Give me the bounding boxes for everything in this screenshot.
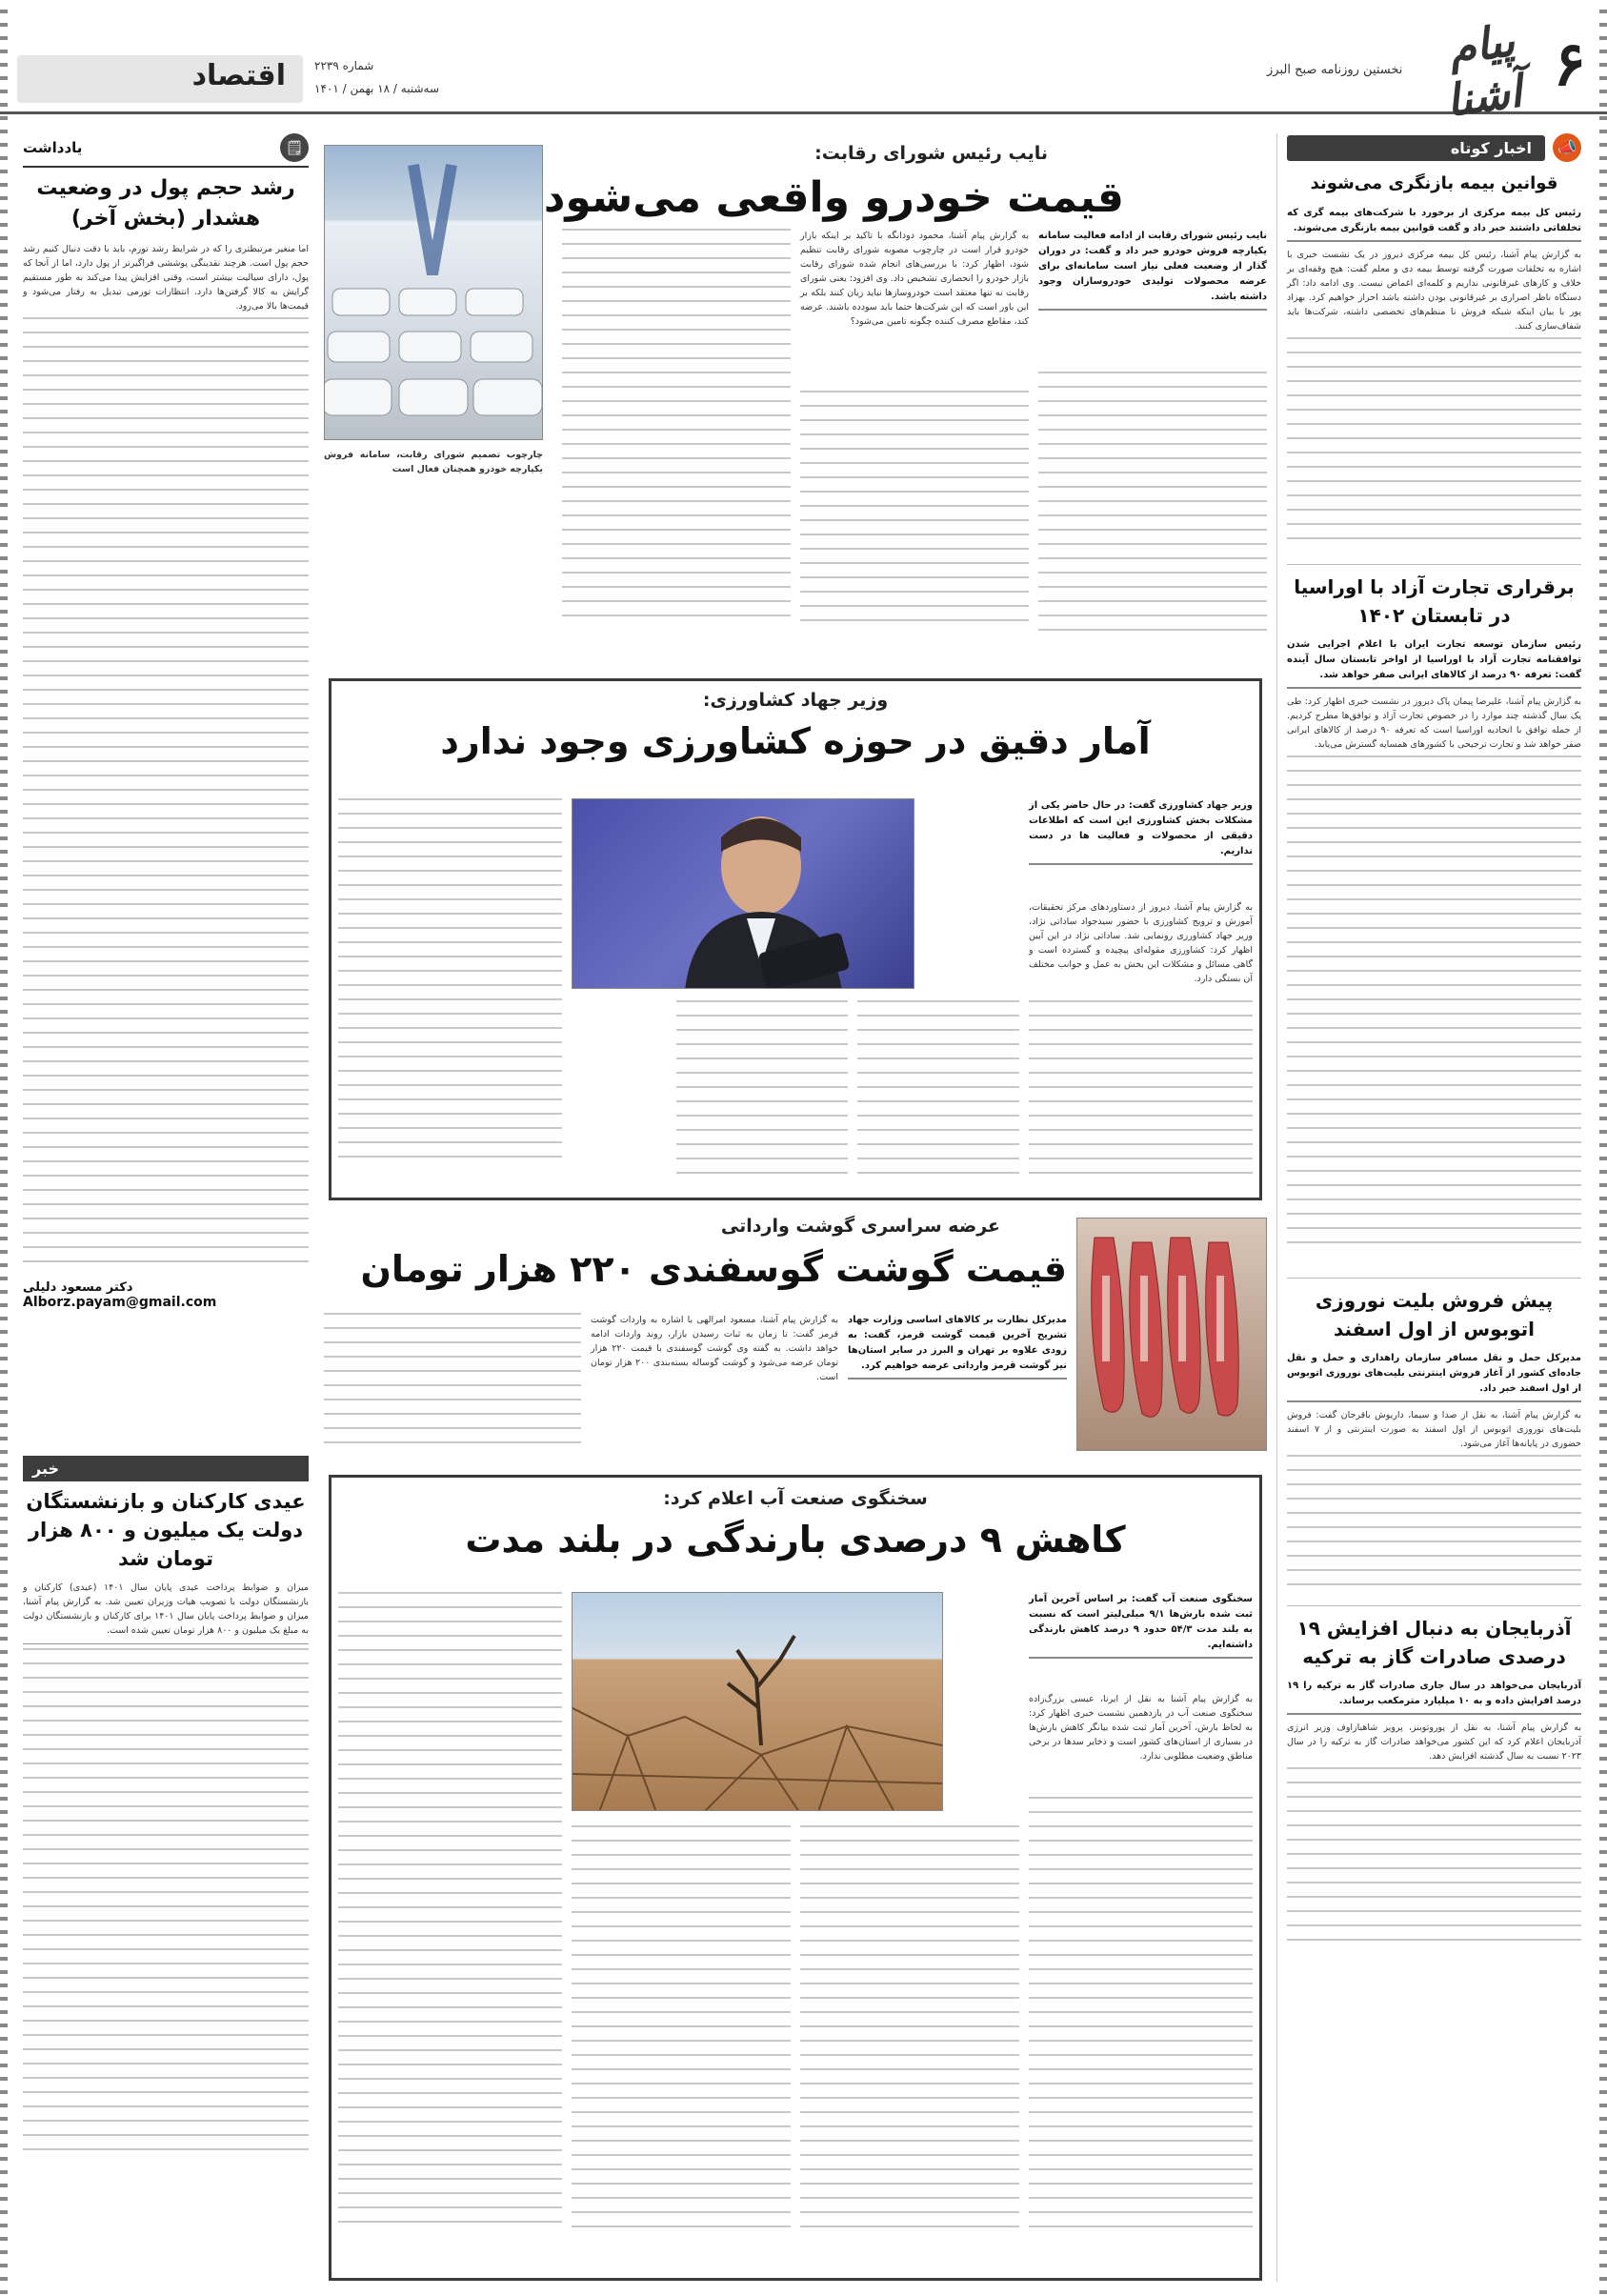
editorial-author: دکتر مسعود دلیلی [23, 1280, 133, 1295]
news-title: عیدی کارکنان و بازنشستگان دولت یک میلیون و ۸۰۰ هزار تومان شد [26, 1490, 306, 1570]
story-title: پیش فروش بلیت نوروزی اتوبوس از اول اسفند [1315, 1289, 1554, 1340]
meat-body: به گزارش پیام آشنا، مسعود امرالهی با اشاره به واردات گوشت قرمز گفت: تا زمان به ثبات رسیدن بازار، روند واردات ادامه خواهد داشت. به گفته وی گوشت گوسفندی با قیمت ۲۲۰ هزار تومان عرضه می‌شود و گوشت گوساله بسته‌بندی ۲۰۰ هزار تومان است. [591, 1315, 839, 1382]
news-header [23, 1456, 309, 1481]
editorial-header [23, 133, 309, 168]
car-text-col2 [800, 391, 1029, 657]
water-text-col3 [572, 1825, 791, 2268]
car-text-col1 [1038, 372, 1267, 657]
drought-drawing [572, 1593, 942, 1811]
editorial-column [17, 133, 314, 1448]
meat-drawing [1076, 1218, 1266, 1451]
car-story-body: به گزارش پیام آشنا، محمود دودانگه با تاکید بر اینکه بازار خودرو قرار است در چارچوب مصوبه شورای رقابت تنظیم شود، اظهار کرد: با بررسی‌های انجام شده شورای رقابت بازار خودرو را انحصاری تشخیص داد. وی افزود: یعنی شورای رقابت نه تنها معتقد است خودروسازها نباید زیان کنند بلکه بر این باور است که این شرکت‌ها حتما باید سودده باشند. عرضه کند، مقاطع مصرف کننده چگونه تامین می‌شود؟ [800, 231, 1029, 327]
car-story-kicker: نایب رئیس شورای رقابت: [814, 143, 1048, 164]
story-continuation [1287, 1455, 1581, 1598]
story-bus-tickets [1287, 1286, 1581, 1598]
meat-kicker: عرضه سراسری گوشت وارداتی [720, 1216, 1000, 1237]
tagline: نخستین روزنامه صبح البرز [1267, 63, 1403, 77]
meat-story [324, 1208, 1267, 1465]
notepad-icon: 🗒 [280, 133, 309, 162]
story-title: برقراری تجارت آزاد با اوراسیا در تابستان ۱۴۰۲ [1294, 575, 1575, 627]
water-text-col4 [338, 1592, 562, 2268]
issue-date: سه‌شنبه / ۱۸ بهمن / ۱۴۰۱ [314, 82, 439, 95]
story-continuation [1287, 337, 1581, 556]
car-lot-photo [324, 145, 543, 440]
agriculture-story [338, 686, 1253, 1196]
agriculture-kicker: وزیر جهاد کشاورزی: [702, 690, 889, 711]
meat-title: قیمت گوشت گوسفندی ۲۲۰ هزار تومان [360, 1248, 1067, 1290]
news-column [17, 1456, 314, 2283]
car-photo-caption: چارچوب تصمیم شورای رقابت، سامانه فروش یکپارچه خودرو همچنان فعال است [324, 450, 543, 474]
car-story-title: قیمت خودرو واقعی می‌شود [543, 173, 1124, 222]
story-azerbaijan-gas [1287, 1614, 1581, 1958]
story-body: به گزارش پیام آشنا، رئیس کل بیمه مرکزی دیروز در یک نشست خبری با اشاره به تخلفات صورت گرفته توسط بیمه دی و معلم گفت: هیچ وقفه‌ای بر خلاف و کارهای غیرقانونی نداریم و کلمه‌ای اغماض نیست. وی ادامه داد: اگر دستگاه ناظر اصراری بر غیرقانونی بودن داشته باشد احراز خواهیم کرد. بهزاد پور با بیان اینکه شبکه فروش نا منظم‌های تخصصی داشته، شرکت‌ها باید شفاف‌سازی کنند. [1287, 250, 1581, 332]
megaphone-icon: 📣 [1553, 133, 1581, 162]
story-body: به گزارش پیام آشنا، علیرضا پیمان پاک دیروز در نشست خبری اظهار کرد: طی یک سال گذشته چند موارد را در خصوص تجارت آزاد و توافق‌ها مطرح کردیم. از جمله توافق با اتحادیه اوراسیا است که تعرفه ۹۰ درصد از کالاهای ایرانی صفر خواهد شد و تجارت ترجیحی با کشورهای همسایه گسترش می‌یابد. [1287, 696, 1581, 750]
car-lot-drawing [324, 146, 542, 440]
agriculture-title: آمار دقیق در حوزه کشاورزی وجود ندارد [440, 720, 1151, 762]
short-news-label: اخبار کوتاه [1287, 135, 1545, 161]
editorial-email: Alborz.payam@gmail.com [23, 1295, 217, 1310]
water-kicker: سخنگوی صنعت آب اعلام کرد: [663, 1488, 928, 1509]
car-story-text [562, 229, 1267, 657]
story-continuation [1287, 1767, 1581, 1958]
car-text-col3 [562, 229, 791, 657]
water-title: کاهش ۹ درصدی بارندگی در بلند مدت [465, 1519, 1126, 1561]
story-insurance [1287, 170, 1581, 556]
newspaper-logo: پیام آشنا [1442, 13, 1525, 127]
agriculture-lead: وزیر جهاد کشاورزی گفت: در حال حاضر یکی از مشکلات بخش کشاورزی این است که اطلاعات دقیقی از محصولات و فعالیت ها در دست نداریم. [1029, 798, 1253, 865]
short-news-header [1287, 133, 1581, 162]
news-label: خبر [32, 1460, 60, 1478]
story-title: قوانین بیمه بازنگری می‌شوند [1310, 173, 1558, 193]
story-lead: رئیس سازمان توسعه تجارت ایران با اعلام اجرایی شدن توافقنامه تجارت آزاد با اوراسیا از اواخر تابستان سال آینده گفت: تعرفه ۹۰ درصد از کالاهای ایرانی صفر خواهد شد. [1287, 637, 1581, 689]
car-story [324, 133, 1267, 667]
short-news-column [1276, 133, 1591, 2282]
agri-text-col3 [676, 1000, 848, 1191]
minister-drawing [572, 799, 914, 989]
water-text-col2 [800, 1825, 1019, 2268]
section-box [17, 55, 303, 103]
meat-text-col [324, 1313, 581, 1456]
masthead [0, 0, 1607, 127]
agri-text-col4 [338, 798, 562, 1191]
page-number: ۶ [1553, 29, 1586, 100]
meat-lead: مدیرکل نظارت بر کالاهای اساسی وزارت جهاد تشریح آخرین قیمت گوشت قرمز، گفت: به زودی علاوه بر تهران و البرز در سایر استان‌ها نیز گوشت قرمز وارداتی عرضه خواهیم کرد. [848, 1313, 1067, 1380]
story-body: به گزارش پیام آشنا، به نقل از پوروتوبنز، پرویز شاهبازاوف وزیر انرژی آذربایجان اعلام کرد که این کشور می‌خواهد صادرات گاز به ترکیه را در سال ۲۰۲۳ نسبت به سال گذشته افزایش دهد. [1287, 1722, 1581, 1762]
editorial-label: یادداشت [23, 139, 274, 156]
water-body: به گزارش پیام آشنا به نقل از ایرنا، عیسی بزرگ‌زاده سخنگوی صنعت آب در یازدهمین نشست خبری اظهار کرد: به لحاظ بارش، آخرین آمار ثبت شده بیانگر کاهش بارش‌ها در بسیاری از استان‌های کشور است و ذخایر سدها در برخی مناطق وضعیت مطلوبی ندارد. [1029, 1694, 1253, 1762]
drought-photo [572, 1592, 943, 1811]
car-story-lead: نایب رئیس شورای رقابت از ادامه فعالیت سامانه یکپارچه فروش خودرو خبر داد و گفت: در دوران گذار از وضعیت فعلی نیاز است سامانه‌ای برای عرضه محصولات تولیدی خودروسازان وجود داشته باشد. [1038, 229, 1267, 311]
story-body: به گزارش پیام آشنا، به نقل از صدا و سیما، داریوش باقرجان گفت: فروش بلیت‌های نوروزی اتوبوس از اول اسفند به صورت اینترنتی و از ۷ اسفند حضوری در پایانه‌ها آغاز می‌شود. [1287, 1410, 1581, 1449]
news-continuation [23, 1648, 309, 2182]
editorial-title: رشد حجم پول در وضعیت هشدار (بخش آخر) [36, 176, 295, 231]
meat-photo [1076, 1218, 1267, 1451]
agri-text-col1 [1029, 1000, 1253, 1191]
editorial-continuation [23, 317, 309, 1275]
story-lead: مدیرکل حمل و نقل مسافر سازمان راهداری و حمل و نقل جاده‌ای کشور از آغاز فروش اینترنتی بلیت‌های نوروزی اتوبوس از اول اسفند خبر داد. [1287, 1351, 1581, 1402]
minister-photo [572, 798, 914, 989]
agriculture-body: به گزارش پیام آشنا، دیروز از دستاوردهای مرکز تحقیقات، آموزش و ترویج کشاورزی با حضور سیدجواد ساداتی نژاد، وزیر جهاد کشاورزی رونمایی شد. ساداتی نژاد در این آیین اظهار کرد: کشاورزی مقوله‌ای پیچیده و گسترده است و گاهی مسائل و مشکلات این بخش به عمل و جوانب مختلف آن بستگی دارد. [1029, 902, 1253, 984]
news-body: میزان و ضوابط پرداخت عیدی پایان سال ۱۴۰۱ (عیدی) کارکنان و بازنشستگان دولت با تصویب هیات وزیران تعیین شد. به گزارش پیام آشنا، میزان و ضوابط پرداخت پایان سال ۱۴۰۱ برای کارکنان و بازنشستگان دولت به مبلغ یک میلیون و ۸۰۰ هزار تومان تعیین شده است. [23, 1581, 309, 1644]
agri-text-col2 [857, 1000, 1019, 1191]
story-eurasia [1287, 573, 1581, 1270]
water-text-col1 [1029, 1797, 1253, 2268]
water-lead: سخنگوی صنعت آب گفت: بر اساس آخرین آمار ثبت شده بارش‌ها ۹/۱ میلی‌لیتر است که نسبت به بلند مدت ۵۴/۳ حدود ۹ درصد کاهش بارندگی داشته‌ایم. [1029, 1592, 1253, 1659]
story-title: آذربایجان به دنبال افزایش ۱۹ درصدی صادرات گاز به ترکیه [1296, 1617, 1572, 1668]
story-lead: رئیس کل بیمه مرکزی از برخورد با شرکت‌های بیمه گری که تخلفاتی داشتند خبر داد و گفت قوانین بیمه بازنگری می‌شوند. [1287, 206, 1581, 242]
story-lead: آذربایجان می‌خواهد در سال جاری صادرات گاز به ترکیه را ۱۹ درصد افزایش داده و به ۱۰ میلیارد مترمکعب برساند. [1287, 1679, 1581, 1715]
story-continuation [1287, 755, 1581, 1270]
editorial-body: اما منغیر مرتبطتری را که در شرایط رشد تورم، باید با دقت دنبال کنیم رشد حجم پول است. هرچند نقدینگی پوششی فراگیرتر از پول دارد، اما از آنجا که پول، دارای سیالیت بیشتر است، وقتی افزایش پیدا می‌کند به طور مستقیم گرایش به کالا گرفتن‌ها دارد. انتظارات تورمی تبدیل به رفتار می‌شود و قیمت‌ها بالا می‌رود. [23, 244, 309, 312]
right-edge-strip [1599, 0, 1607, 2296]
left-edge-strip [0, 0, 8, 2296]
water-story [338, 1482, 1253, 2275]
section-title: اقتصاد [191, 59, 286, 92]
issue-number: شماره ۲۲۳۹ [314, 59, 374, 72]
